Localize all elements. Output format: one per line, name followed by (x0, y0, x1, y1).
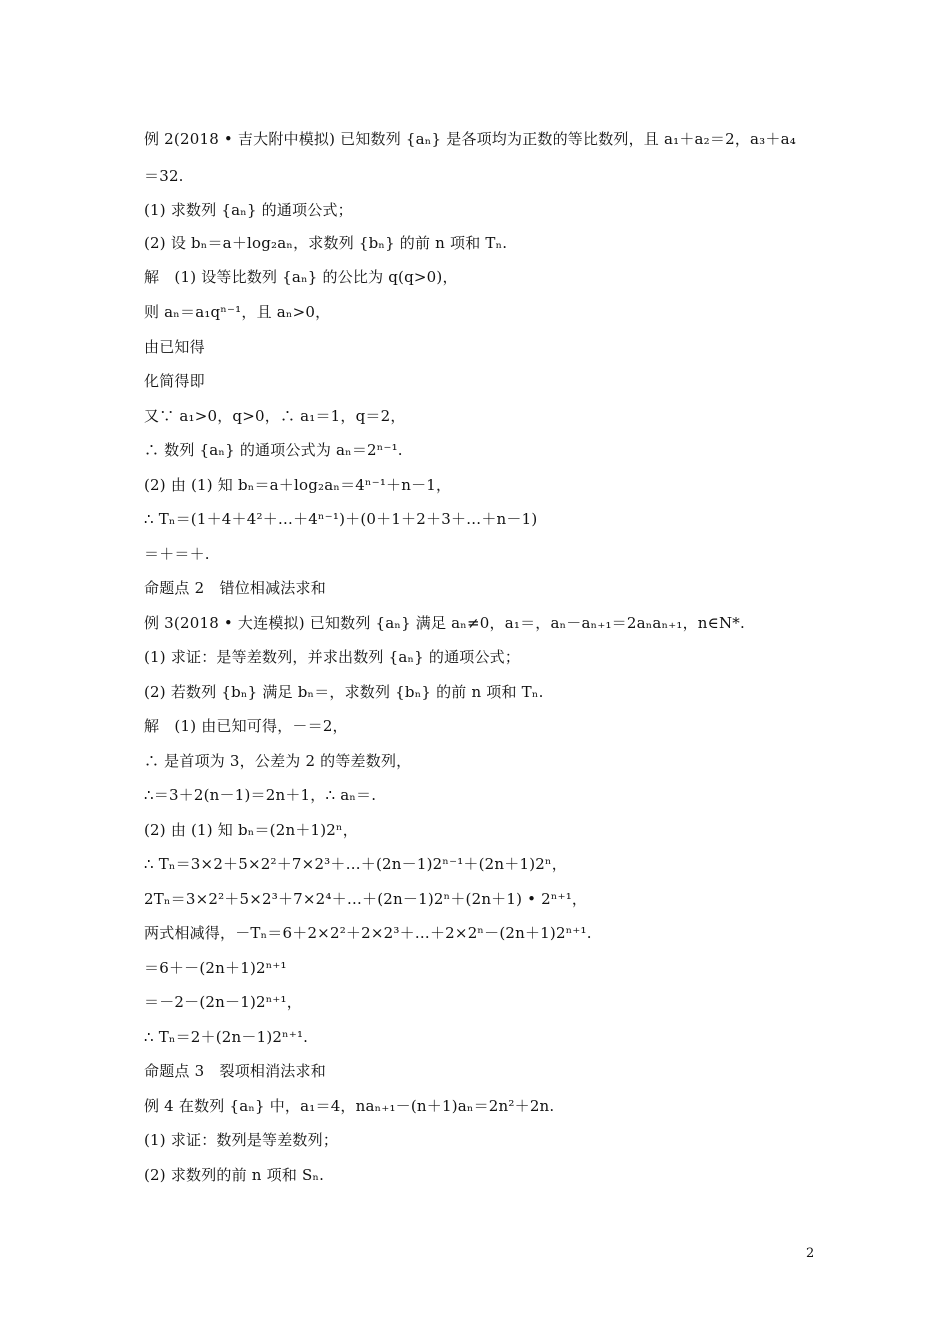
example-2-statement-cont: ＝32. (144, 167, 184, 185)
example-2-part-2: (2) 设 bₙ＝a＋log₂aₙ，求数列 {bₙ} 的前 n 项和 Tₙ. (144, 234, 508, 252)
section-heading: 命题点 3 裂项相消法求和 (144, 1062, 326, 1080)
solution-line: ∴ 是首项为 3，公差为 2 的等差数列， (144, 752, 412, 770)
solution-line: 解 (1) 由已知可得，－＝2， (144, 717, 348, 735)
solution-line: ∴＝3＋2(n－1)＝2n＋1，∴ aₙ＝. (144, 786, 377, 804)
solution-line: 由已知得 (144, 338, 205, 356)
example-3-statement: 例 3(2018 • 大连模拟) 已知数列 {aₙ} 满足 aₙ≠0，a₁＝，aₙ－aₙ₊₁＝2aₙaₙ₊₁，n∈N*. (144, 614, 745, 632)
solution-line: ＝6＋－(2n＋1)2ⁿ⁺¹ (144, 959, 287, 977)
example-4-statement: 例 4 在数列 {aₙ} 中，a₁＝4，naₙ₊₁－(n＋1)aₙ＝2n²＋2n. (144, 1097, 555, 1115)
solution-line: ∴ Tₙ＝3×2＋5×2²＋7×2³＋…＋(2n－1)2ⁿ⁻¹＋(2n＋1)2ⁿ， (144, 855, 567, 873)
solution-line: 解 (1) 设等比数列 {aₙ} 的公比为 q(q>0)， (144, 268, 458, 286)
solution-line: 2Tₙ＝3×2²＋5×2³＋7×2⁴＋…＋(2n－1)2ⁿ＋(2n＋1) • 2ⁿ⁺¹， (144, 890, 588, 908)
solution-line: (2) 由 (1) 知 bₙ＝(2n＋1)2ⁿ， (144, 821, 358, 839)
solution-line: 化简得即 (144, 372, 205, 390)
solution-line: 又∵ a₁>0，q>0，∴ a₁＝1，q＝2， (144, 407, 406, 425)
solution-line: ＝－2－(2n－1)2ⁿ⁺¹， (144, 993, 302, 1011)
example-4-part-2: (2) 求数列的前 n 项和 Sₙ. (144, 1166, 325, 1184)
example-4-part-1: (1) 求证：数列是等差数列； (144, 1131, 339, 1149)
solution-line: (2) 由 (1) 知 bₙ＝a＋log₂aₙ＝4ⁿ⁻¹＋n－1， (144, 476, 452, 494)
solution-line: ∴ 数列 {aₙ} 的通项公式为 aₙ＝2ⁿ⁻¹. (144, 441, 403, 459)
solution-line: ∴ Tₙ＝2＋(2n－1)2ⁿ⁺¹. (144, 1028, 309, 1046)
solution-line: 两式相减得，－Tₙ＝6＋2×2²＋2×2³＋…＋2×2ⁿ－(2n＋1)2ⁿ⁺¹. (144, 924, 592, 942)
example-3-part-2: (2) 若数列 {bₙ} 满足 bₙ＝，求数列 {bₙ} 的前 n 项和 Tₙ. (144, 683, 544, 701)
example-2-part-1: (1) 求数列 {aₙ} 的通项公式； (144, 201, 353, 219)
example-3-part-1: (1) 求证：是等差数列，并求出数列 {aₙ} 的通项公式； (144, 648, 521, 666)
solution-line: ∴ Tₙ＝(1＋4＋4²＋…＋4ⁿ⁻¹)＋(0＋1＋2＋3＋…＋n－1) (144, 510, 538, 528)
example-2-statement: 例 2(2018 • 吉大附中模拟) 已知数列 {aₙ} 是各项均为正数的等比数列，且 a₁＋a₂＝2，a₃＋a₄ (144, 130, 796, 148)
solution-line: ＝＋＝＋. (144, 545, 210, 563)
section-heading: 命题点 2 错位相减法求和 (144, 579, 326, 597)
solution-line: 则 aₙ＝a₁qⁿ⁻¹，且 aₙ>0， (144, 303, 331, 321)
page-number: 2 (806, 1246, 815, 1261)
